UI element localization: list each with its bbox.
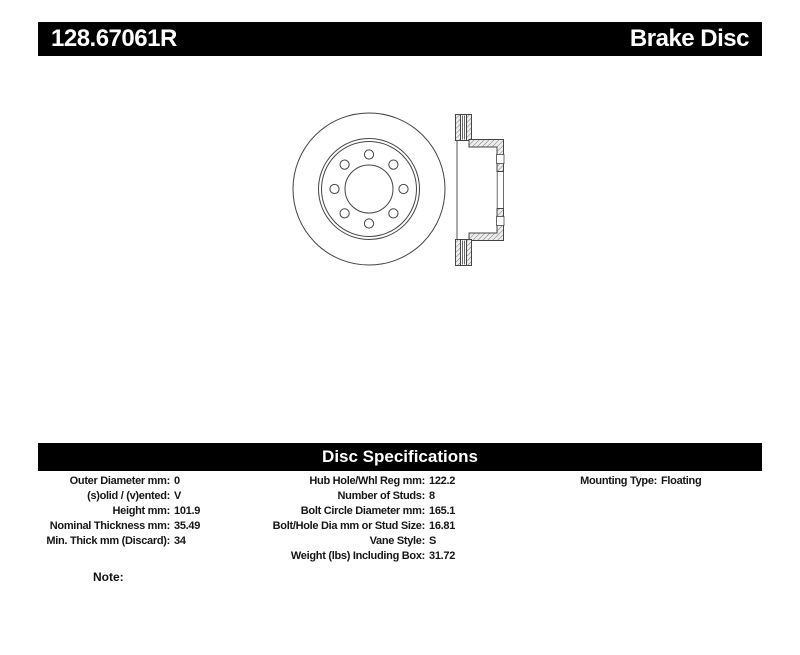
spec-row-number-of-studs [250,489,485,504]
spec-value: 34 [174,535,186,547]
brake-disc-technical-drawing [280,95,520,285]
stud-hole-top [497,155,505,164]
hat-edge-circle-outer [319,139,420,240]
spec-label: Vane Style: [369,535,425,547]
outer-diameter-circle [293,113,445,265]
spec-label: Bolt/Hole Dia mm or Stud Size: [272,520,425,532]
spec-value: 165.1 [429,505,456,517]
spec-label: Weight (lbs) Including Box: [290,550,425,562]
bolt-holes [330,150,408,228]
spec-value: S [429,535,437,547]
spec-value: 35.49 [174,520,201,532]
note-row [93,570,124,584]
spec-row-bolt-circle-diameter [250,504,485,519]
spec-value: 101.9 [174,505,201,517]
product-type-title: Brake Disc [629,25,749,52]
spec-value: 8 [429,490,435,502]
spec-row-mounting-type [540,474,762,489]
spec-column-middle [250,474,485,564]
note-label: Note: [93,570,124,584]
spec-label: Outer Diameter mm: [69,475,170,487]
spec-row-hub-hole [250,474,485,489]
spec-row-bolt-hole-dia [250,519,485,534]
spec-row-height [38,504,248,519]
spec-value: 16.81 [429,520,456,532]
spec-label: Bolt Circle Diameter mm: [300,505,425,517]
spec-column-left [38,474,248,549]
spec-value: V [174,490,182,502]
section-view [456,115,505,266]
front-view [293,113,445,265]
spec-label: Height mm: [112,505,170,517]
spec-row-nominal-thickness [38,519,248,534]
hub-hole-circle [345,165,393,213]
hat-edge-circle-inner [322,142,417,237]
spec-label: Hub Hole/Whl Reg mm: [309,475,425,487]
spec-row-outer-diameter [38,474,248,489]
spec-label: Min. Thick mm (Discard): [46,535,170,547]
spec-row-weight [250,549,485,564]
spec-section-title-bar [38,443,762,471]
spec-section-title: Disc Specifications [322,447,478,466]
spec-label: Mounting Type: [580,475,657,487]
stud-hole-bottom [497,217,505,226]
spec-row-vane-style [250,534,485,549]
spec-value: 122.2 [429,475,456,487]
spec-row-solid-vented [38,489,248,504]
spec-value: 31.72 [429,550,456,562]
spec-label: (s)olid / (v)ented: [87,490,170,502]
spec-label: Nominal Thickness mm: [49,520,170,532]
part-number: 128.67061R [51,25,177,52]
spec-row-min-thickness [38,534,248,549]
spec-value: Floating [661,475,702,487]
spec-value: 0 [174,475,180,487]
spec-label: Number of Studs: [337,490,425,502]
spec-column-right [540,474,762,489]
header-bar [38,22,762,56]
